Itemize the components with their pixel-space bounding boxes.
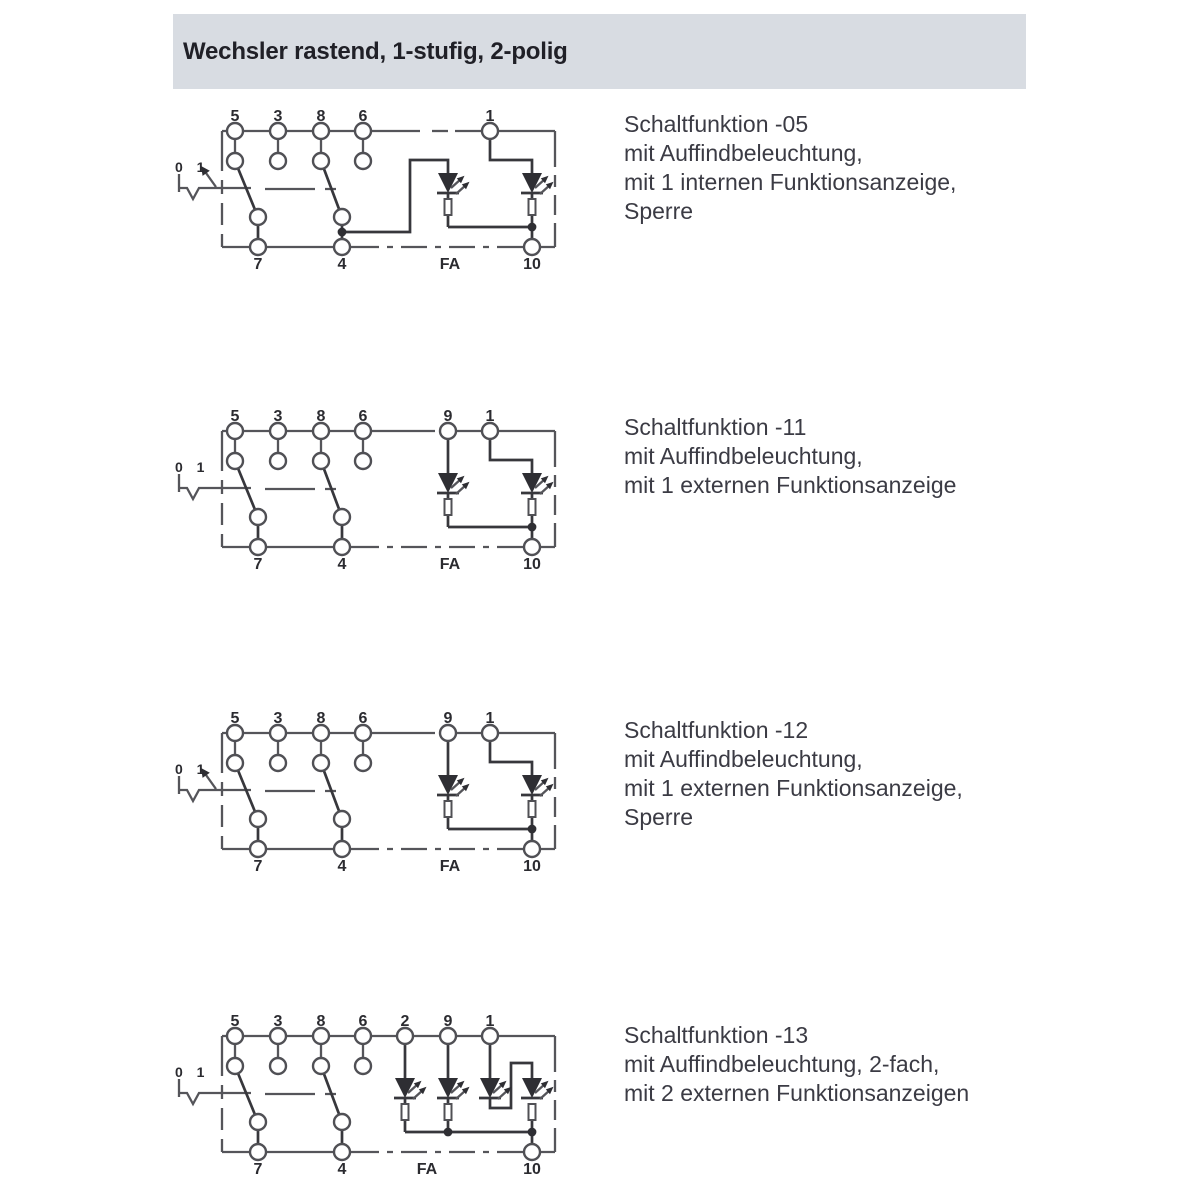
circuit-diagram-11 [175, 403, 585, 588]
description-11: Schaltfunktion -11 mit Auffindbeleuchtung, mit 1 externen Funktionsanzeige [624, 414, 957, 498]
led-symbol [437, 775, 470, 796]
svg-text:8: 8 [316, 408, 326, 425]
resistors [445, 499, 536, 515]
svg-text:10: 10 [523, 256, 541, 273]
svg-text:1: 1 [485, 1013, 495, 1030]
svg-text:3: 3 [273, 408, 283, 425]
svg-text:9: 9 [443, 710, 453, 727]
resistors [402, 1104, 536, 1120]
junction-dot [528, 523, 537, 532]
svg-text:4: 4 [337, 858, 347, 875]
fa-label: FA [439, 858, 461, 875]
actuator-symbol [179, 474, 336, 499]
actuator-label: 0 1 [175, 159, 210, 175]
svg-text:6: 6 [358, 108, 368, 125]
svg-text:1: 1 [485, 710, 495, 727]
svg-text:8: 8 [316, 108, 326, 125]
section-header-band [173, 14, 1026, 89]
svg-text:10: 10 [523, 1161, 541, 1178]
svg-text:5: 5 [230, 710, 240, 727]
circuit-diagram-12 [175, 705, 585, 890]
svg-text:6: 6 [358, 1013, 368, 1030]
svg-text:4: 4 [337, 256, 347, 273]
led-symbol [437, 473, 470, 494]
actuator-label: 0 1 [175, 459, 210, 475]
svg-text:9: 9 [443, 1013, 453, 1030]
svg-text:5: 5 [230, 408, 240, 425]
actuator-label: 0 1 [175, 761, 210, 777]
fa-label: FA [416, 1161, 438, 1178]
description-12: Schaltfunktion -12 mit Auffindbeleuchtung, mit 1 externen Funktionsanzeige, Sperre [624, 717, 963, 830]
svg-text:7: 7 [253, 858, 263, 875]
led-symbol [394, 1078, 427, 1099]
svg-text:5: 5 [230, 108, 240, 125]
led-symbol [437, 173, 470, 194]
svg-text:7: 7 [253, 256, 263, 273]
resistors [445, 801, 536, 817]
led-symbol [521, 775, 554, 796]
svg-text:3: 3 [273, 1013, 283, 1030]
led-symbol [521, 473, 554, 494]
led-symbol [521, 1078, 554, 1099]
junction-dots [338, 223, 537, 237]
description-05: Schaltfunktion -05 mit Auffindbeleuchtung, mit 1 internen Funktionsanzeige, Sperre [624, 111, 957, 224]
resistors [445, 199, 536, 215]
svg-text:6: 6 [358, 408, 368, 425]
svg-text:9: 9 [443, 408, 453, 425]
svg-text:8: 8 [316, 710, 326, 727]
svg-text:2: 2 [400, 1013, 410, 1030]
svg-text:4: 4 [337, 556, 347, 573]
svg-text:10: 10 [523, 556, 541, 573]
fa-label: FA [439, 256, 461, 273]
led-symbol [479, 1078, 512, 1099]
actuator-symbol [179, 1079, 336, 1104]
svg-text:10: 10 [523, 858, 541, 875]
svg-text:1: 1 [485, 408, 495, 425]
junction-dot [528, 825, 537, 834]
actuator-symbol [179, 174, 336, 199]
svg-text:3: 3 [273, 108, 283, 125]
svg-text:4: 4 [337, 1161, 347, 1178]
actuator-label: 0 1 [175, 1064, 210, 1080]
led-symbol [521, 173, 554, 194]
fa-label: FA [439, 556, 461, 573]
actuator-symbol [179, 776, 336, 801]
svg-text:7: 7 [253, 556, 263, 573]
svg-text:6: 6 [358, 710, 368, 727]
page-title: Wechsler rastend, 1-stufig, 2-polig [183, 37, 568, 65]
svg-text:5: 5 [230, 1013, 240, 1030]
svg-text:8: 8 [316, 1013, 326, 1030]
svg-text:7: 7 [253, 1161, 263, 1178]
description-13: Schaltfunktion -13 mit Auffindbeleuchtung, 2-fach, mit 2 externen Funktionsanzeigen [624, 1022, 970, 1106]
circuit-diagram-13 [175, 1008, 585, 1193]
svg-text:1: 1 [485, 108, 495, 125]
led-symbol [437, 1078, 470, 1099]
circuit-diagram-05 [175, 103, 585, 288]
svg-text:3: 3 [273, 710, 283, 727]
